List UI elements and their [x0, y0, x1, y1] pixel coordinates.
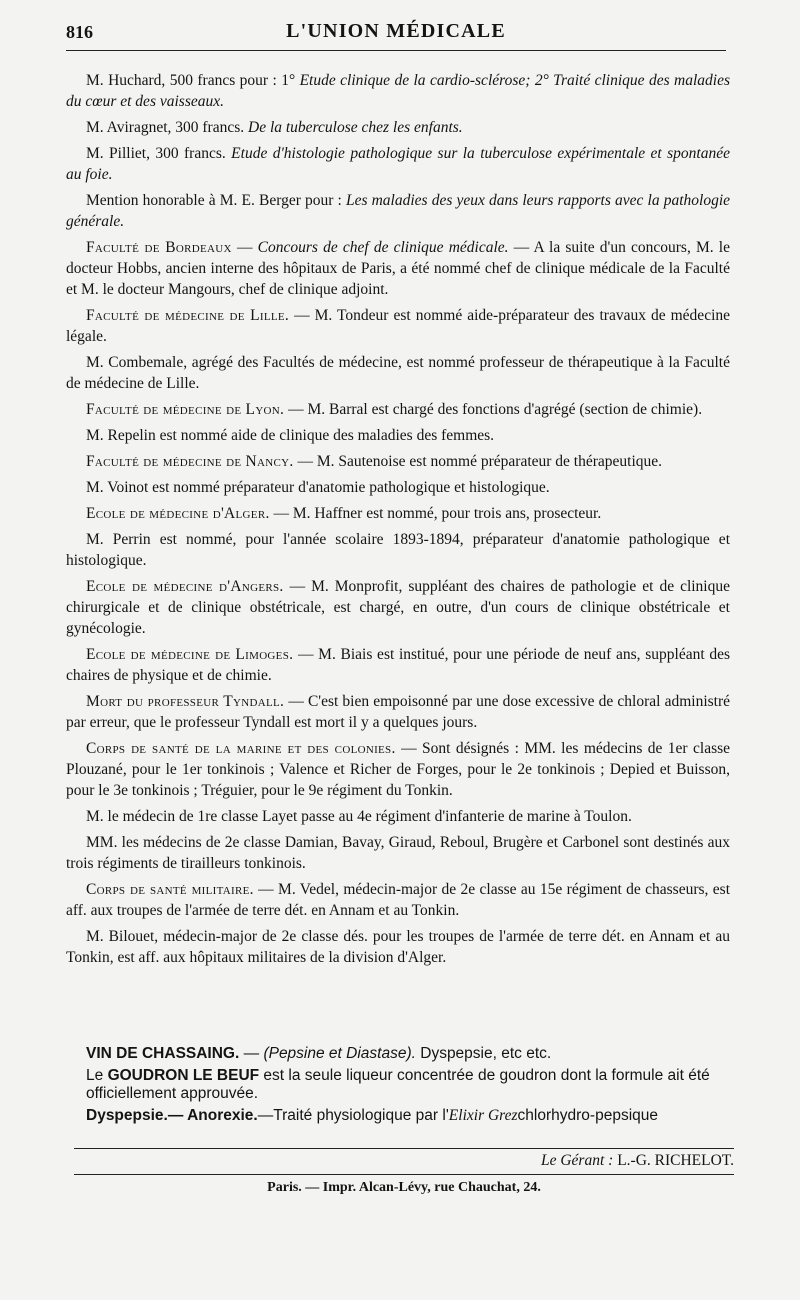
notice-heading: Ecole de médecine d'Angers. — [86, 578, 284, 595]
notice-text: MM. les médecins de 2e classe Damian, Bavay, Giraud, Reboul, Brugère et Carbonel sont destinés aux trois régiments de tirailleurs tonkinois. — [66, 834, 730, 872]
gerant-name: L.-G. RICHELOT. — [613, 1152, 734, 1169]
ad-brand: GOUDRON LE BEUF — [107, 1067, 260, 1084]
notice-text: C'est bien empoisonné par une dose excessive de chloral administré par erreur, que le professeur Tyndall est mort il y a quelques jours. — [66, 693, 731, 731]
notice-paragraph: Faculté de médecine de Lille. — M. Tondeur est nommé aide-préparateur des travaux de médecine légale. — [66, 307, 731, 345]
article-body — [66, 70, 730, 973]
ad-brand: VIN DE CHASSAING. — [86, 1045, 240, 1062]
notice-text: M. Voinot est nommé préparateur d'anatomie pathologique et histologique. — [86, 479, 550, 496]
notice-text: M. Tondeur est nommé aide-préparateur des travaux de médecine légale. — [66, 307, 731, 345]
notice-heading: Faculté de médecine de Lille. — [86, 307, 290, 324]
notice-text: M. Combemale, agrégé des Facultés de médecine, est nommé professeur de thérapeutique à la Faculté de médecine de Lille. — [66, 354, 730, 392]
notice-text: M. Repelin est nommé aide de clinique des maladies des femmes. — [86, 427, 495, 444]
prize-paragraph — [66, 70, 730, 112]
gerant-line — [541, 1152, 734, 1170]
advertisements — [86, 1045, 732, 1129]
ad-elixir-grez — [86, 1107, 732, 1125]
ad-text: est la seule liqueur concentrée de goudron dont la formule ait été officiellement approuvée. — [86, 1067, 710, 1102]
paragraph-text: M. Pilliet, 300 francs. — [86, 145, 232, 162]
notice-text: M. Sautenoise est nommé préparateur de thérapeutique. — [312, 453, 663, 470]
prize-paragraph — [66, 190, 730, 232]
work-title: Les maladies des yeux dans leurs rapports avec la pathologie générale. — [66, 192, 730, 230]
notice-heading: Corps de santé de la marine et des colonies. — [86, 740, 396, 757]
notice-paragraph: Ecole de médecine d'Alger. — M. Haffner est nommé, pour trois ans, prosecteur. — [86, 505, 602, 522]
notice-text: M. Haffner est nommé, pour trois ans, prosecteur. — [289, 505, 602, 522]
notice-paragraph: Faculté de Bordeaux — Concours de chef de clinique médicale. — A la suite d'un concours, M. le docteur Hobbs, ancien interne des hôpitaux de Paris, a été nommé chef de clinique médicale de la Faculté et M. le docteur Mangours, chef de clinique adjoint. — [66, 239, 730, 298]
ad-subtitle: (Pepsine et Diastase). — [263, 1045, 416, 1062]
prize-paragraph — [66, 117, 730, 138]
notice-heading: Ecole de médecine de Limoges. — [86, 646, 294, 663]
gerant-label: Le Gérant : — [540, 1152, 614, 1169]
notice-text: M. Biais est institué, pour une période de neuf ans, suppléant des chaires de physique et de chimie. — [66, 646, 730, 684]
notice-paragraph — [66, 926, 730, 968]
notice-paragraph: Ecole de médecine d'Angers. — M. Monprofit, suppléant des chaires de pathologie et de clinique chirurgicale et de clinique obstétricale, est chargé, en outre, d'un cours de clinique obstétricale et gynécologie. — [66, 578, 730, 637]
notice-heading: Ecole de médecine d'Alger. — [86, 505, 270, 522]
notice-paragraph — [66, 352, 730, 394]
footer-rule — [74, 1174, 734, 1175]
paragraph-text: Mention honorable à M. E. Berger pour : — [86, 192, 346, 209]
work-title: Etude clinique de la cardio-sclérose; 2° Traité clinique des maladies du cœur et des vaisseaux. — [66, 72, 731, 110]
notice-text: M. Perrin est nommé, pour l'année scolaire 1893-1894, préparateur d'anatomie pathologique et histologique. — [66, 531, 730, 569]
notice-heading: Mort du professeur Tyndall. — [86, 693, 285, 710]
ad-text: Dyspepsie, etc etc. — [415, 1045, 552, 1062]
ad-brand: Dyspepsie.— Anorexie. — [86, 1107, 258, 1124]
paragraph-text: M. Aviragnet, 300 francs. — [86, 119, 248, 136]
page-header — [66, 18, 726, 48]
notice-paragraph: Faculté de médecine de Lyon. — M. Barral est chargé des fonctions d'agrégé (section de chimie). — [86, 401, 703, 418]
notice-paragraph — [66, 806, 730, 827]
notice-text: M. Vedel, médecin-major de 2e classe au 15e régiment de chasseurs, est aff. aux troupes de l'armée de terre dét. en Annam et au Tonkin. — [66, 881, 730, 919]
work-title: Etude d'histologie pathologique sur la tuberculose expérimentale et spontanée au foie. — [66, 145, 730, 183]
header-rule — [66, 50, 726, 51]
ad-vin-de-chassaing: VIN DE CHASSAING. — (Pepsine et Diastase). Dyspepsie, etc etc. — [86, 1045, 552, 1062]
page-number: 816 — [66, 22, 93, 42]
notice-heading: Faculté de médecine de Lyon. — [86, 401, 285, 418]
ad-goudron-le-beuf — [86, 1067, 732, 1103]
notice-text: M. Monprofit, suppléant des chaires de pathologie et de clinique chirurgicale et de clinique obstétricale, est chargé, en outre, d'un cours de clinique obstétricale et gynécologie. — [66, 578, 730, 637]
notice-text: M. Barral est chargé des fonctions d'agrégé (section de chimie). — [303, 401, 703, 418]
ad-text: chlorhydro-pepsique — [517, 1107, 658, 1124]
notice-paragraph: Faculté de médecine de Nancy. — M. Sautenoise est nommé préparateur de thérapeutique. — [86, 453, 663, 470]
notice-paragraph — [66, 832, 730, 874]
notice-paragraph: Corps de santé militaire. — M. Vedel, médecin-major de 2e classe au 15e régiment de chasseurs, est aff. aux troupes de l'armée de terre dét. en Annam et au Tonkin. — [66, 881, 730, 919]
notice-paragraph: Corps de santé de la marine et des colonies. — Sont désignés : MM. les médecins de 1er classe Plouzané, pour le 1er tonkinois ; Valence et Richer de Forges, pour le 2e tonkinois ; Depied et Buisson, pour le 3e tonkinois ; Tréguier, pour le 9e régiment du Tonkin. — [66, 740, 731, 799]
notice-paragraph: Ecole de médecine de Limoges. — M. Biais est institué, pour une période de neuf ans, suppléant des chaires de physique et de chimie. — [66, 646, 730, 684]
notice-paragraph — [66, 529, 730, 571]
notice-text: Sont désignés : MM. les médecins de 1er classe Plouzané, pour le 1er tonkinois ; Valence et Richer de Forges, pour le 2e tonkinois ; Depied et Buisson, pour le 3e tonkinois ; Tréguier, pour le 9e régiment du Tonkin. — [66, 740, 731, 799]
paragraph-text: M. Huchard, 500 francs pour : 1° — [86, 72, 300, 89]
notice-heading: Corps de santé militaire. — [86, 881, 254, 898]
printer-imprint: Paris. — Impr. Alcan-Lévy, rue Chauchat, 24. — [267, 1180, 541, 1195]
notice-text: M. le médecin de 1re classe Layet passe au 4e régiment d'infanterie de marine à Toulon. — [86, 808, 632, 825]
notice-subject: Concours de chef de clinique médicale. — [257, 239, 509, 256]
notice-text: M. Bilouet, médecin-major de 2e classe dés. pour les troupes de l'armée de terre dét. en Annam et au Tonkin, est aff. aux hôpitaux militaires de la division d'Alger. — [66, 928, 730, 966]
notice-text: — A la suite d'un concours, M. le docteur Hobbs, ancien interne des hôpitaux de Paris, a été nommé chef de clinique médicale de la Faculté et M. le docteur Mangours, chef de clinique adjoint. — [66, 239, 730, 298]
notice-heading: Faculté de médecine de Nancy. — [86, 453, 294, 470]
notice-heading: Faculté de Bordeaux — [86, 239, 232, 256]
notice-paragraph — [66, 425, 730, 446]
notice-paragraph: Mort du professeur Tyndall. — C'est bien empoisonné par une dose excessive de chloral administré par erreur, que le professeur Tyndall est mort il y a quelques jours. — [66, 693, 731, 731]
work-title: De la tuberculose chez les enfants. — [248, 119, 463, 136]
ad-product: Elixir Grez — [448, 1107, 518, 1124]
notice-paragraph — [66, 477, 730, 498]
ad-text: Le — [86, 1067, 108, 1084]
footer-rule — [74, 1148, 734, 1149]
prize-paragraph — [66, 143, 730, 185]
ad-text: —Traité physiologique par l' — [257, 1107, 449, 1124]
running-title: L'UNION MÉDICALE — [286, 20, 506, 42]
